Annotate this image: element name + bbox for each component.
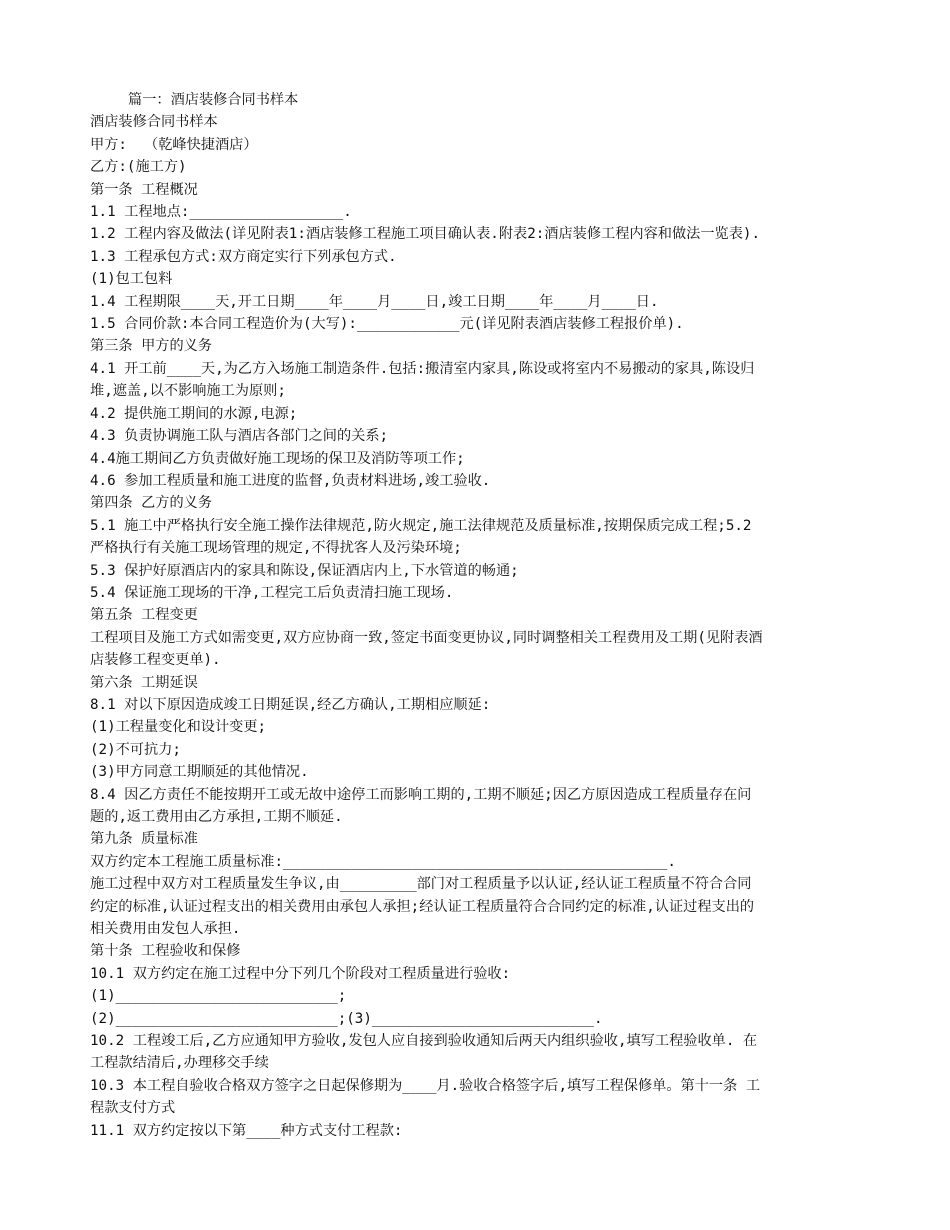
article-heading: 第十条 工程验收和保修: [90, 943, 241, 960]
document-heading: 篇一：酒店装修合同书样本: [128, 92, 299, 108]
clause-line: 题的,返工费用由乙方承担,工期不顺延.: [90, 809, 343, 825]
clause-line: 店装修工程变更单).: [90, 652, 221, 669]
clause-line: 5.1 施工中严格执行安全施工操作法律规范,防火规定,施工法律规范及质量标准,按期保质完成工程;5.2: [90, 517, 752, 534]
article-heading: 第五条 工程变更: [90, 607, 198, 624]
clause-line: 4.6 参加工程质量和施工进度的监督,负责材料进场,竣工验收.: [90, 472, 491, 489]
clause-line: 双方约定本工程施工质量标准:_____________________________________________.: [90, 853, 676, 870]
clause-line: 10.2 工程竣工后,乙方应通知甲方验收,发包人应自接到验收通知后两天内组织验收,填写工程验收单. 在: [90, 1033, 758, 1050]
party-a: 甲方: （乾峰快捷酒店）: [90, 136, 258, 153]
clause-line: 8.4 因乙方责任不能按期开工或无故中途停工而影响工期的,工期不顺延;因乙方原因造成工程质量存在问: [90, 786, 752, 803]
clause-line: 5.4 保证施工现场的干净,工程完工后负责清扫施工现场.: [90, 584, 454, 601]
clause-line: 程款支付方式: [90, 1100, 176, 1117]
clause-line: 8.1 对以下原因造成竣工日期延误,经乙方确认,工期相应顺延:: [90, 696, 491, 713]
clause-line: 严格执行有关施工现场管理的规定,不得扰客人及污染环境;: [90, 540, 462, 557]
clause-line: 约定的标准,认证过程支出的相关费用由承包人承担;经认证工程质量符合合同约定的标准,认证过程支出的: [90, 898, 755, 915]
article-heading: 第六条 工期延误: [90, 674, 198, 691]
article-heading: 第一条 工程概况: [90, 181, 198, 198]
clause-line: 1.2 工程内容及做法(详见附表1:酒店装修工程施工项目确认表.附表2:酒店装修工程内容和做法一览表).: [90, 226, 761, 243]
clause-line: (3)甲方同意工期顺延的其他情况.: [90, 764, 309, 781]
clause-line: 1.1 工程地点:__________________.: [90, 204, 352, 221]
clause-line: 堆,遮盖,以不影响施工为原则;: [90, 383, 286, 400]
clause-line: 1.5 合同价款:本合同工程造价为(大写):____________元(详见附表酒店装修工程报价单).: [90, 316, 684, 333]
clause-line: 10.1 双方约定在施工过程中分下列几个阶段对工程质量进行验收:: [90, 965, 511, 982]
clause-line: 5.3 保护好原酒店内的家具和陈设,保证酒店内上,下水管道的畅通;: [90, 562, 519, 579]
clause-line: (1)包工包料: [90, 271, 173, 288]
clause-line: 4.1 开工前____天,为乙方入场施工制造条件.包括:搬清室内家具,陈设或将室内不易搬动的家具,陈设归: [90, 360, 755, 377]
clause-line: (1)__________________________;: [90, 988, 347, 1005]
clause-line: 11.1 双方约定按以下第____种方式支付工程款:: [90, 1122, 403, 1139]
document-body: [90, 89, 880, 1142]
clause-line: 工程款结清后,办理移交手续: [90, 1055, 269, 1072]
clause-line: 4.3 负责协调施工队与酒店各部门之间的关系;: [90, 428, 389, 445]
clause-line: 1.3 工程承包方式:双方商定实行下列承包方式.: [90, 248, 397, 265]
clause-line: 相关费用由发包人承担.: [90, 921, 241, 938]
article-heading: 第四条 乙方的义务: [90, 495, 213, 512]
clause-line: (2)__________________________;(3)__________________________.: [90, 1010, 603, 1027]
clause-line: 1.4 工程期限____天,开工日期____年____月____日,竣工日期____年____月____日.: [90, 293, 659, 310]
clause-line: 4.2 提供施工期间的水源,电源;: [90, 405, 298, 422]
clause-line: 工程项目及施工方式如需变更,双方应协商一致,签定书面变更协议,同时调整相关工程费用及工期(见附表酒: [90, 629, 763, 646]
article-heading: 第九条 质量标准: [90, 831, 198, 848]
clause-line: 施工过程中双方对工程质量发生争议,由_________部门对工程质量予以认证,经认证工程质量不符合合同: [90, 876, 752, 893]
clause-line: 10.3 本工程自验收合格双方签字之日起保修期为____月.验收合格签字后,填写工程保修单。第十一条 工: [90, 1077, 761, 1094]
party-b: 乙方:(施工方): [90, 159, 187, 176]
article-heading: 第三条 甲方的义务: [90, 338, 213, 355]
contract-title: 酒店装修合同书样本: [90, 114, 218, 131]
clause-line: (2)不可抗力;: [90, 741, 181, 758]
clause-line: (1)工程量变化和设计变更;: [90, 719, 267, 736]
clause-line: 4.4施工期间乙方负责做好施工现场的保卫及消防等项工作;: [90, 450, 465, 467]
